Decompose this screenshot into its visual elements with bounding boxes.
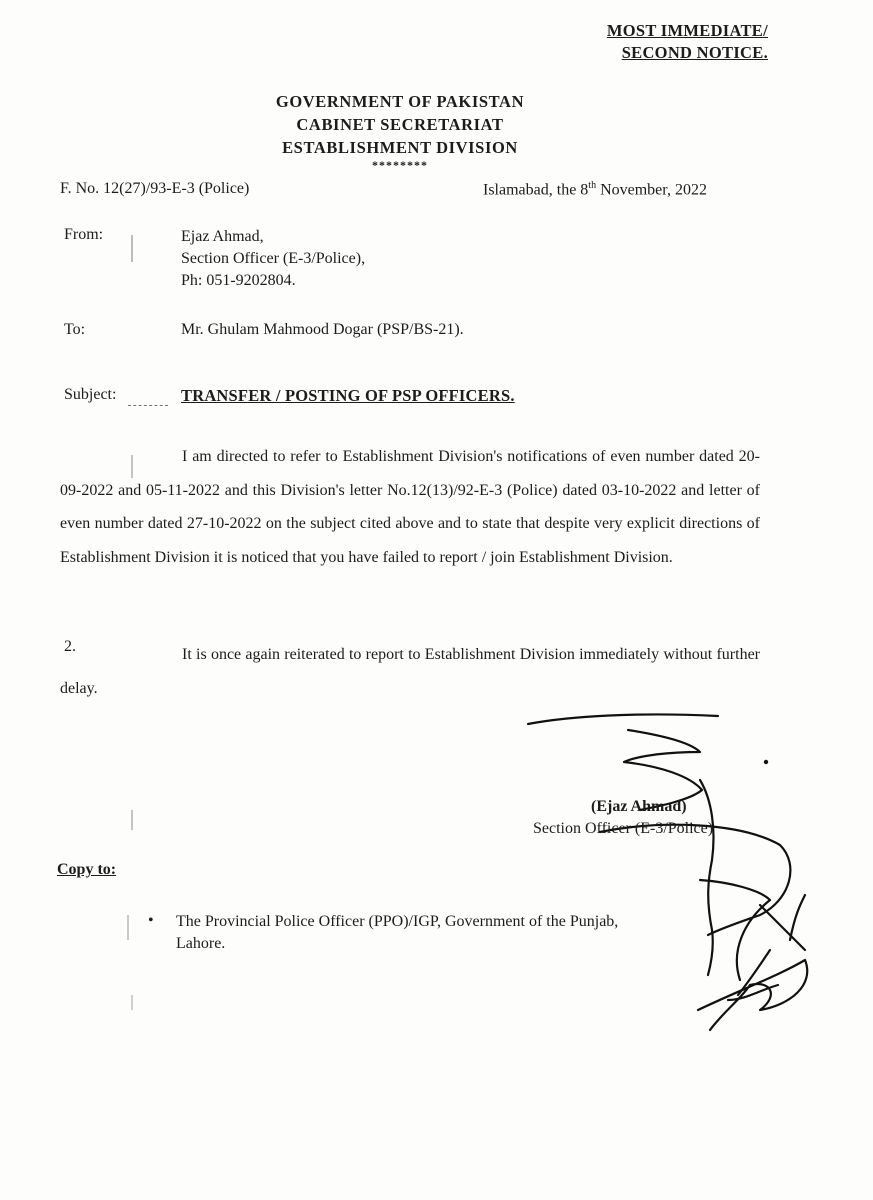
signatory-designation: Section Officer (E-3/Police) xyxy=(533,820,714,837)
subject-label: Subject: xyxy=(64,386,117,403)
letterhead-stars: ******** xyxy=(372,158,428,172)
file-number: F. No. 12(27)/93-E-3 (Police) xyxy=(60,180,250,197)
copy-to-label: Copy to: xyxy=(57,861,117,878)
signature-dot xyxy=(764,760,768,764)
copy-to-line-1: The Provincial Police Officer (PPO)/IGP, Government of the Punjab, xyxy=(176,913,619,930)
signature-stroke xyxy=(700,780,714,975)
sender-designation: Section Officer (E-3/Police), xyxy=(181,250,366,267)
body-paragraph-1: I am directed to refer to Establishment Division's notifications of even number dated 20-09-2022 and 05-11-2022 and this Division's letter No.12(13)/92-E-3 (Police) dated 03-10-2022 and letter of even number dated 27-10-2022 on the subject cited above and to state that despite very explicit directions of Establishment Division it is noticed that you have failed to report / join Establishment Division. xyxy=(60,448,760,566)
urgency-line-2: SECOND NOTICE. xyxy=(621,43,768,62)
signatory-name: (Ejaz Ahmad) xyxy=(591,798,687,815)
bullet-icon: • xyxy=(148,912,154,929)
signature-stroke xyxy=(528,714,718,724)
letterhead-division: ESTABLISHMENT DIVISION xyxy=(282,138,518,157)
paragraph-2-text: It is once again reiterated to report to Establishment Division immediately without further delay. xyxy=(60,646,760,697)
subject-text: TRANSFER / POSTING OF PSP OFFICERS. xyxy=(181,386,515,405)
sender-phone: Ph: 051-9202804. xyxy=(181,272,296,289)
date-ordinal: th xyxy=(588,180,597,191)
date-suffix: November, 2022 xyxy=(596,181,707,199)
paragraph-2-number: 2. xyxy=(64,638,76,655)
letterhead-secretariat: CABINET SECRETARIAT xyxy=(296,115,504,134)
recipient: Mr. Ghulam Mahmood Dogar (PSP/BS-21). xyxy=(181,321,464,338)
letterhead-government: GOVERNMENT OF PAKISTAN xyxy=(275,92,525,111)
copy-to-recipient xyxy=(176,911,618,955)
to-label: To: xyxy=(64,321,86,338)
sender-name: Ejaz Ahmad, xyxy=(181,228,264,245)
from-label: From: xyxy=(64,226,104,243)
copy-to-line-2: Lahore. xyxy=(176,935,226,952)
urgency-line-1: MOST IMMEDIATE/ xyxy=(606,21,768,40)
signature-stroke xyxy=(600,825,790,935)
date-prefix: Islamabad, the 8 xyxy=(483,181,589,199)
